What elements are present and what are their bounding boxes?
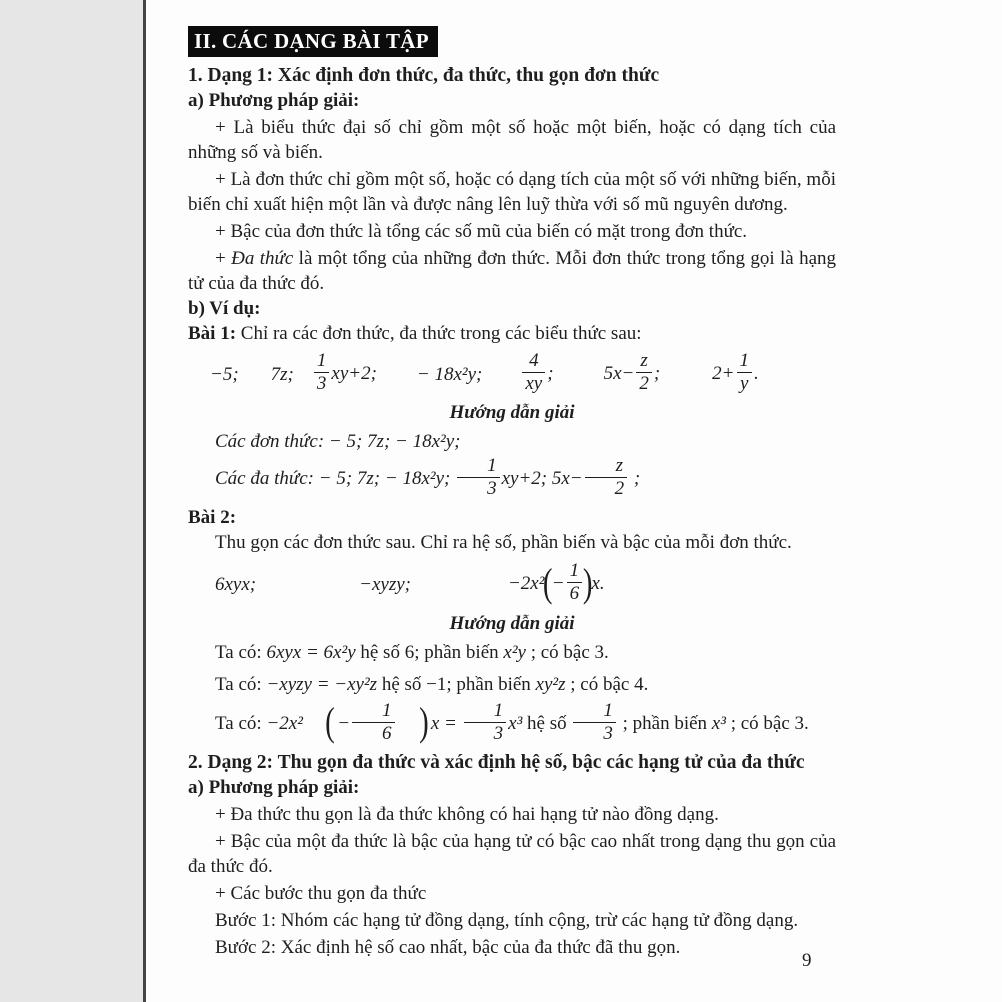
dang2-step-2: Bước 2: Xác định hệ số cao nhất, bậc của đa thức đã thu gọn.: [215, 936, 681, 958]
expr-18x2y: − 18x²y;: [416, 363, 483, 385]
solution2-line2: Ta có: −xyzy = −xy²z hệ số −1; phần biến xy²z ; có bậc 4.: [215, 673, 649, 695]
expr-neg5: −5;: [210, 363, 239, 385]
bai2-expressions: [188, 559, 836, 611]
bai1-prompt: Chỉ ra các đơn thức, đa thức trong các biểu thức sau:: [236, 323, 642, 344]
page-content: [188, 0, 836, 960]
fraction-1-6: $\frac{1}{6}$: [352, 701, 395, 744]
solution2-line1: Ta có: 6xyx = 6x²y hệ số 6; phần biến x²y ; có bậc 3.: [215, 641, 609, 663]
dang2-point-2: + Bậc của một đa thức là bậc của hạng tử có bậc cao nhất trong dạng thu gọn của đa thức đó.: [188, 830, 836, 877]
dang1-point-4: [188, 246, 836, 296]
section-title: II. CÁC DẠNG BÀI TẬP: [188, 26, 438, 57]
solution2-line3: Ta có: −2x² ( − $\frac{1}{6}$ ) x = $\frac{1}{3}$ x³ hệ số $\frac{1}{3}$ ; phần biến x³ ; có bậc 3.: [215, 699, 809, 745]
bai1-prompt-line: [188, 321, 836, 346]
dang1-point-3: + Bậc của đơn thức là tổng các số mũ của biến có mặt trong đơn thức.: [215, 221, 748, 242]
bai2-prompt: Thu gọn các đơn thức sau. Chỉ ra hệ số, phần biến và bậc của mỗi đơn thức.: [215, 531, 792, 553]
bai2-label: Bài 2:: [188, 506, 237, 528]
fraction-1-6: $\frac{1}{6}$: [567, 561, 583, 604]
point4-rest: là một tổng của những đơn thức. Mỗi đơn thức trong tổng gọi là hạng tử của đa thức đó.: [188, 248, 837, 294]
solution1-heading: Hướng dẫn giải: [449, 402, 575, 423]
dang2-method-heading: a) Phương pháp giải:: [188, 776, 360, 798]
expr-6xyx: 6xyx;: [215, 574, 257, 596]
expr-2x2-paren: −2x²(− $\frac{1}{6}$ )x.: [507, 559, 605, 605]
expr-2-1y: 2+ $\frac{1}{y}$ .: [712, 349, 759, 394]
bai1-expressions: [188, 348, 836, 400]
dang2-point-1: + Đa thức thu gọn là đa thức không có hai hạng tử nào đồng dạng.: [215, 803, 719, 825]
fraction-1-y: $\frac{1}{y}$: [737, 351, 753, 394]
expr-frac4xy: $\frac{4}{xy}$ ;: [520, 353, 553, 396]
fraction-z-2: $\frac{z}{2}$: [585, 456, 628, 499]
solution1-polynomials: Các đa thức: − 5; 7z; − 18x²y; $\frac{1}{3}$ xy+2; 5x− $\frac{z}{2}$ ;: [215, 455, 641, 499]
expr-7z: 7z;: [270, 363, 294, 385]
solution2-heading: Hướng dẫn giải: [449, 612, 575, 634]
point4-term: Đa thức: [231, 248, 294, 269]
dang1-point-2: + Là đơn thức chỉ gồm một số, hoặc có dạng tích của một số với những biến, mỗi biến chỉ xuất hiện một lần và được nâng lên luỹ thừa với số mũ nguyên dương.: [188, 169, 836, 215]
expr-5x-z2: 5x− $\frac{z}{2}$ ;: [603, 349, 661, 394]
book-gutter-shadow: [0, 0, 146, 1002]
page-number: 9: [802, 950, 812, 971]
fraction-1-3: $\frac{1}{3}$: [573, 701, 616, 744]
expr-xyzy: −xyzy;: [359, 574, 411, 596]
fraction-1-3: $\frac{1}{3}$: [464, 701, 507, 744]
fraction-1-3: $\frac{1}{3}$: [314, 351, 330, 394]
dang2-point-3: + Các bước thu gọn đa thức: [215, 882, 427, 904]
expr-frac13xy: $\frac{1}{3}$ xy+2;: [312, 353, 377, 396]
dang2-step-1: Bước 1: Nhóm các hạng tử đồng dạng, tính cộng, trừ các hạng tử đồng dạng.: [215, 909, 799, 931]
example-heading: b) Ví dụ:: [188, 298, 261, 319]
dang2-heading: 2. Dạng 2: Thu gọn đa thức và xác định hệ số, bậc các hạng tử của đa thức: [188, 751, 805, 773]
solution1-monomials: Các đơn thức: − 5; 7z; − 18x²y;: [215, 431, 461, 452]
dang1-point-1: + Là biểu thức đại số chỉ gồm một số hoặc một biến, hoặc có dạng tích của những số và biến.: [188, 117, 836, 163]
dang1-method-heading: a) Phương pháp giải:: [188, 90, 360, 111]
fraction-4-xy: $\frac{4}{xy}$: [522, 351, 545, 394]
fraction-1-3: $\frac{1}{3}$: [457, 456, 500, 499]
dang1-heading: 1. Dạng 1: Xác định đơn thức, đa thức, thu gọn đơn thức: [188, 65, 660, 86]
fraction-z-2: $\frac{z}{2}$: [636, 351, 652, 394]
point4-prefix: +: [215, 248, 232, 269]
bai1-label: Bài 1:: [188, 323, 237, 344]
